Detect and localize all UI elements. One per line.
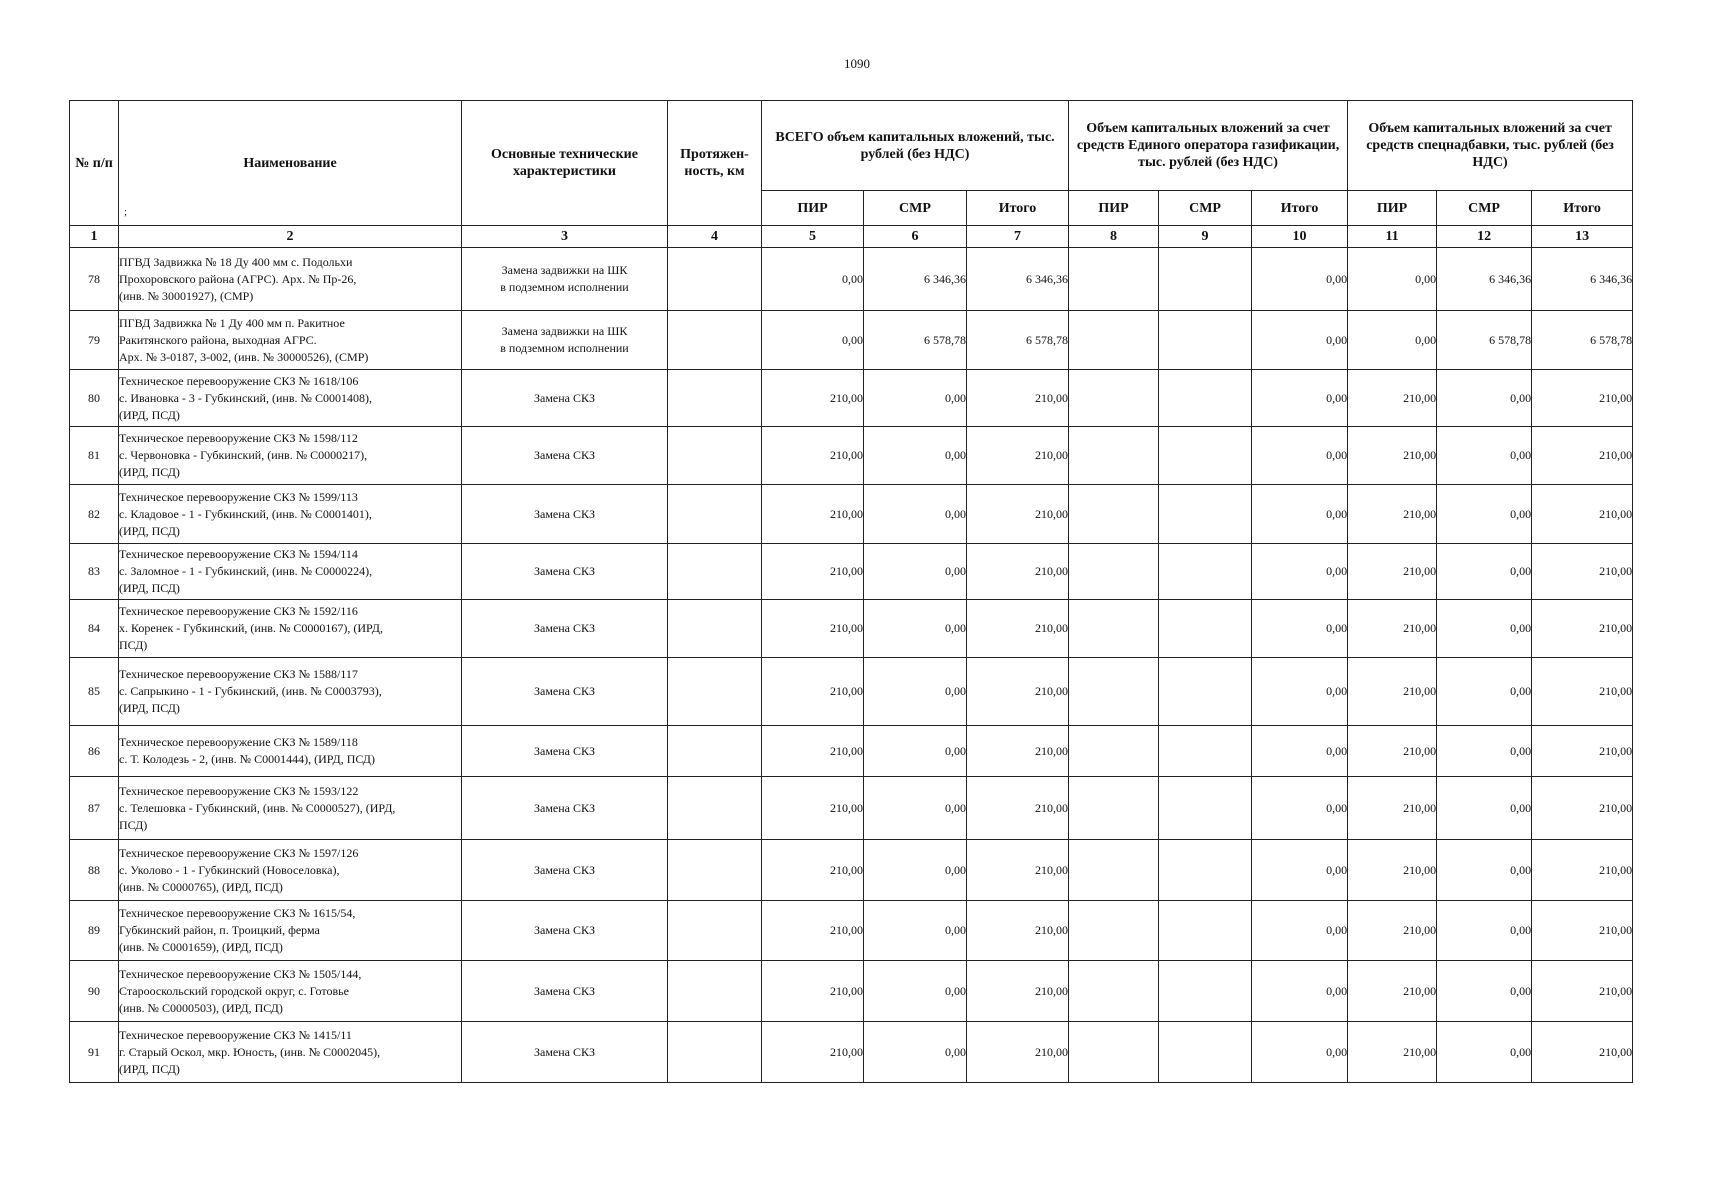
row-name-line: Техническое перевооружение СКЗ № 1597/126 <box>119 845 359 860</box>
special-smr: 0,00 <box>1437 901 1532 961</box>
operator-smr <box>1159 726 1252 777</box>
row-name <box>119 961 462 1022</box>
row-tech <box>462 658 668 726</box>
header-pir: ПИР <box>1069 191 1159 226</box>
table-row <box>70 544 1633 600</box>
total-pir: 210,00 <box>762 840 864 901</box>
row-tech <box>462 370 668 427</box>
row-name-line: Техническое перевооружение СКЗ № 1505/144, <box>119 966 362 981</box>
row-name-line: Губкинский район, п. Троицкий, ферма <box>119 923 320 937</box>
header-smr: СМР <box>1437 191 1532 226</box>
operator-smr <box>1159 901 1252 961</box>
row-number: 78 <box>70 248 119 311</box>
row-number: 82 <box>70 485 119 544</box>
row-length <box>668 248 762 311</box>
special-smr: 0,00 <box>1437 1022 1532 1083</box>
row-tech <box>462 248 668 311</box>
row-number: 81 <box>70 427 119 485</box>
row-tech-line: Замена СКЗ <box>533 564 596 578</box>
column-number: 10 <box>1252 226 1348 248</box>
special-itogo: 6 346,36 <box>1532 248 1633 311</box>
special-smr: 0,00 <box>1437 485 1532 544</box>
row-tech <box>462 485 668 544</box>
row-tech-line: Замена СКЗ <box>533 621 596 635</box>
row-name <box>119 600 462 658</box>
operator-pir <box>1069 1022 1159 1083</box>
row-length <box>668 840 762 901</box>
special-itogo: 210,00 <box>1532 840 1633 901</box>
total-pir: 210,00 <box>762 777 864 840</box>
row-tech <box>462 777 668 840</box>
table-row <box>70 726 1633 777</box>
row-name-line: г. Старый Оскол, мкр. Юность, (инв. № С0002045), <box>119 1044 381 1059</box>
total-smr: 0,00 <box>864 726 967 777</box>
operator-smr <box>1159 311 1252 370</box>
special-pir: 210,00 <box>1348 1022 1437 1083</box>
row-tech <box>462 961 668 1022</box>
row-tech-line: Замена СКЗ <box>533 983 596 998</box>
special-smr: 0,00 <box>1437 370 1532 427</box>
row-name-line: ПСД) <box>119 638 148 652</box>
operator-itogo: 0,00 <box>1252 600 1348 658</box>
row-name-line: ПГВД Задвижка № 18 Ду 400 мм с. Подольхи <box>119 254 353 269</box>
operator-itogo: 0,00 <box>1252 427 1348 485</box>
special-pir: 210,00 <box>1348 658 1437 726</box>
row-number: 83 <box>70 544 119 600</box>
row-name <box>119 248 462 311</box>
row-name <box>119 311 462 370</box>
operator-smr <box>1159 1022 1252 1083</box>
row-name <box>119 777 462 840</box>
row-name <box>119 1022 462 1083</box>
row-tech <box>462 901 668 961</box>
row-name <box>119 427 462 485</box>
special-itogo: 210,00 <box>1532 370 1633 427</box>
total-pir: 210,00 <box>762 901 864 961</box>
row-name-line: Техническое перевооружение СКЗ № 1618/106 <box>119 373 359 388</box>
special-pir: 210,00 <box>1348 600 1437 658</box>
operator-pir <box>1069 370 1159 427</box>
special-pir: 210,00 <box>1348 901 1437 961</box>
table-row <box>70 840 1633 901</box>
row-name-line: Техническое перевооружение СКЗ № 1588/117 <box>119 667 358 681</box>
column-number: 2 <box>119 226 462 248</box>
operator-itogo: 0,00 <box>1252 961 1348 1022</box>
operator-pir <box>1069 901 1159 961</box>
special-smr: 0,00 <box>1437 961 1532 1022</box>
total-pir: 0,00 <box>762 311 864 370</box>
operator-itogo: 0,00 <box>1252 658 1348 726</box>
total-itogo: 210,00 <box>967 901 1069 961</box>
total-pir: 210,00 <box>762 658 864 726</box>
row-number: 90 <box>70 961 119 1022</box>
row-name-line: Техническое перевооружение СКЗ № 1589/118 <box>119 735 358 749</box>
column-number: 1 <box>70 226 119 248</box>
header-smr: СМР <box>1159 191 1252 226</box>
row-name-line: (инв. № С0000765), (ИРД, ПСД) <box>119 879 283 894</box>
operator-pir <box>1069 658 1159 726</box>
operator-smr <box>1159 777 1252 840</box>
row-tech <box>462 726 668 777</box>
total-smr: 6 346,36 <box>864 248 967 311</box>
row-number: 79 <box>70 311 119 370</box>
special-pir: 210,00 <box>1348 777 1437 840</box>
row-name-line: с. Т. Колодезь - 2, (инв. № С0001444), (ИРД, ПСД) <box>119 752 375 766</box>
special-smr: 0,00 <box>1437 658 1532 726</box>
total-pir: 210,00 <box>762 961 864 1022</box>
total-itogo: 210,00 <box>967 1022 1069 1083</box>
operator-smr <box>1159 961 1252 1022</box>
special-itogo: 210,00 <box>1532 1022 1633 1083</box>
row-name-line: (ИРД, ПСД) <box>119 1061 180 1076</box>
row-name <box>119 658 462 726</box>
row-name-line: (инв. № С0000503), (ИРД, ПСД) <box>119 1000 283 1015</box>
operator-pir <box>1069 485 1159 544</box>
row-name-line: (ИРД, ПСД) <box>119 523 180 538</box>
total-smr: 0,00 <box>864 840 967 901</box>
special-itogo: 210,00 <box>1532 726 1633 777</box>
row-name <box>119 370 462 427</box>
total-smr: 0,00 <box>864 901 967 961</box>
row-tech-line: Замена СКЗ <box>533 506 596 521</box>
special-pir: 0,00 <box>1348 248 1437 311</box>
total-smr: 0,00 <box>864 600 967 658</box>
row-name-line: Техническое перевооружение СКЗ № 1598/112 <box>119 431 358 445</box>
row-length <box>668 600 762 658</box>
operator-itogo: 0,00 <box>1252 840 1348 901</box>
row-name-line: с. Телешовка - Губкинский, (инв. № С0000527), (ИРД, <box>119 800 396 815</box>
special-smr: 0,00 <box>1437 600 1532 658</box>
operator-pir <box>1069 311 1159 370</box>
operator-smr <box>1159 840 1252 901</box>
total-itogo: 210,00 <box>967 600 1069 658</box>
row-name-line: (инв. № 30001927), (СМР) <box>119 288 254 303</box>
header-itogo: Итого <box>1532 191 1633 226</box>
row-tech <box>462 840 668 901</box>
column-number: 3 <box>462 226 668 248</box>
operator-pir <box>1069 248 1159 311</box>
row-number: 89 <box>70 901 119 961</box>
row-name-line: (ИРД, ПСД) <box>119 701 180 715</box>
special-smr: 6 346,36 <box>1437 248 1532 311</box>
row-number: 85 <box>70 658 119 726</box>
row-length <box>668 777 762 840</box>
row-tech-line: Замена СКЗ <box>533 800 596 815</box>
row-name-line: х. Коренек - Губкинский, (инв. № С0000167), (ИРД, <box>119 621 383 635</box>
operator-smr <box>1159 248 1252 311</box>
column-number: 9 <box>1159 226 1252 248</box>
total-smr: 0,00 <box>864 427 967 485</box>
operator-pir <box>1069 961 1159 1022</box>
header-tech: Основные технические характеристики <box>462 101 668 226</box>
row-name-line: Техническое перевооружение СКЗ № 1592/116 <box>119 604 358 618</box>
special-itogo: 210,00 <box>1532 544 1633 600</box>
row-length <box>668 901 762 961</box>
row-name-line: с. Червоновка - Губкинский, (инв. № С0000217), <box>119 448 368 462</box>
total-pir: 210,00 <box>762 370 864 427</box>
total-itogo: 210,00 <box>967 961 1069 1022</box>
row-length <box>668 370 762 427</box>
row-tech-line: Замена задвижки на ШК <box>501 263 628 277</box>
table-row <box>70 370 1633 427</box>
operator-itogo: 0,00 <box>1252 1022 1348 1083</box>
row-number: 88 <box>70 840 119 901</box>
table-row <box>70 658 1633 726</box>
row-tech-line: Замена СКЗ <box>533 743 596 758</box>
row-name-line: (ИРД, ПСД) <box>119 465 180 479</box>
total-smr: 0,00 <box>864 485 967 544</box>
operator-smr <box>1159 600 1252 658</box>
special-smr: 0,00 <box>1437 544 1532 600</box>
total-smr: 0,00 <box>864 777 967 840</box>
total-pir: 210,00 <box>762 485 864 544</box>
row-tech-line: Замена СКЗ <box>533 684 596 698</box>
row-name-line: Ракитянского района, выходная АГРС. <box>119 332 317 347</box>
total-itogo: 210,00 <box>967 485 1069 544</box>
special-itogo: 210,00 <box>1532 427 1633 485</box>
row-number: 87 <box>70 777 119 840</box>
header-itogo: Итого <box>967 191 1069 226</box>
total-smr: 0,00 <box>864 1022 967 1083</box>
operator-itogo: 0,00 <box>1252 485 1348 544</box>
special-itogo: 210,00 <box>1532 901 1633 961</box>
row-length <box>668 485 762 544</box>
row-name-line: Арх. № 3-0187, 3-002, (инв. № 30000526), (СМР) <box>119 349 369 364</box>
special-itogo: 6 578,78 <box>1532 311 1633 370</box>
row-tech-line: Замена СКЗ <box>533 862 596 877</box>
operator-pir <box>1069 600 1159 658</box>
row-length <box>668 544 762 600</box>
total-itogo: 210,00 <box>967 370 1069 427</box>
operator-itogo: 0,00 <box>1252 370 1348 427</box>
operator-smr <box>1159 370 1252 427</box>
table-row <box>70 1022 1633 1083</box>
operator-pir <box>1069 427 1159 485</box>
special-smr: 0,00 <box>1437 726 1532 777</box>
row-name-line: Техническое перевооружение СКЗ № 1615/54, <box>119 906 356 920</box>
total-pir: 0,00 <box>762 248 864 311</box>
row-tech <box>462 1022 668 1083</box>
column-number: 8 <box>1069 226 1159 248</box>
table-row <box>70 600 1633 658</box>
column-number-row <box>70 226 1633 248</box>
header-special: Объем капитальных вложений за счет средств спецнадбавки, тыс. рублей (без НДС) <box>1348 101 1633 191</box>
page-number: 1090 <box>844 56 870 71</box>
special-itogo: 210,00 <box>1532 658 1633 726</box>
total-itogo: 210,00 <box>967 658 1069 726</box>
row-tech-line: Замена СКЗ <box>533 390 596 405</box>
total-itogo: 210,00 <box>967 726 1069 777</box>
row-name <box>119 726 462 777</box>
header-total: ВСЕГО объем капитальных вложений, тыс. рублей (без НДС) <box>762 101 1069 191</box>
row-name-line: Техническое перевооружение СКЗ № 1415/11 <box>119 1027 352 1042</box>
header-smr: СМР <box>864 191 967 226</box>
column-number: 5 <box>762 226 864 248</box>
operator-smr <box>1159 427 1252 485</box>
row-name-line: ПГВД Задвижка № 1 Ду 400 мм п. Ракитное <box>119 315 345 330</box>
row-name-line: с. Уколово - 1 - Губкинский (Новоселовка), <box>119 862 340 877</box>
column-number: 11 <box>1348 226 1437 248</box>
row-name-line: (ИРД, ПСД) <box>119 407 180 422</box>
total-pir: 210,00 <box>762 600 864 658</box>
total-smr: 0,00 <box>864 961 967 1022</box>
special-smr: 0,00 <box>1437 840 1532 901</box>
table-row <box>70 427 1633 485</box>
operator-itogo: 0,00 <box>1252 311 1348 370</box>
special-itogo: 210,00 <box>1532 600 1633 658</box>
row-name <box>119 840 462 901</box>
special-pir: 210,00 <box>1348 370 1437 427</box>
table-row <box>70 961 1633 1022</box>
operator-pir <box>1069 544 1159 600</box>
operator-itogo: 0,00 <box>1252 901 1348 961</box>
table-row <box>70 311 1633 370</box>
row-tech-line: Замена задвижки на ШК <box>501 324 628 338</box>
row-length <box>668 1022 762 1083</box>
row-tech <box>462 311 668 370</box>
column-number: 13 <box>1532 226 1633 248</box>
row-name <box>119 901 462 961</box>
total-itogo: 210,00 <box>967 544 1069 600</box>
row-name-line: (инв. № С0001659), (ИРД, ПСД) <box>119 940 283 954</box>
operator-smr <box>1159 485 1252 544</box>
row-tech-line: в подземном исполнении <box>500 280 629 294</box>
total-itogo: 210,00 <box>967 427 1069 485</box>
header-no: № п/п <box>70 101 119 226</box>
row-name-line: с. Сапрыкино - 1 - Губкинский, (инв. № С0003793), <box>119 684 382 698</box>
row-tech-line: Замена СКЗ <box>533 1044 596 1059</box>
row-tech <box>462 544 668 600</box>
special-itogo: 210,00 <box>1532 961 1633 1022</box>
row-name-line: с. Заломное - 1 - Губкинский, (инв. № С0000224), <box>119 564 373 578</box>
row-number: 86 <box>70 726 119 777</box>
row-name-line: с. Кладовое - 1 - Губкинский, (инв. № С0001401), <box>119 506 372 521</box>
special-pir: 210,00 <box>1348 961 1437 1022</box>
row-name-line: Техническое перевооружение СКЗ № 1593/122 <box>119 783 359 798</box>
table-row <box>70 485 1633 544</box>
total-pir: 210,00 <box>762 427 864 485</box>
column-number: 12 <box>1437 226 1532 248</box>
operator-smr <box>1159 658 1252 726</box>
special-pir: 210,00 <box>1348 726 1437 777</box>
total-itogo: 210,00 <box>967 840 1069 901</box>
header-length: Протяжен-ность, км <box>668 101 762 226</box>
total-smr: 0,00 <box>864 658 967 726</box>
special-itogo: 210,00 <box>1532 485 1633 544</box>
operator-itogo: 0,00 <box>1252 248 1348 311</box>
row-length <box>668 427 762 485</box>
total-pir: 210,00 <box>762 544 864 600</box>
total-pir: 210,00 <box>762 1022 864 1083</box>
row-name <box>119 544 462 600</box>
special-smr: 6 578,78 <box>1437 311 1532 370</box>
special-pir: 210,00 <box>1348 544 1437 600</box>
total-smr: 0,00 <box>864 544 967 600</box>
row-length <box>668 658 762 726</box>
row-tech <box>462 427 668 485</box>
row-tech-line: Замена СКЗ <box>533 448 596 462</box>
header-operator: Объем капитальных вложений за счет средств Единого оператора газификации, тыс. рублей (без НДС) <box>1069 101 1348 191</box>
special-itogo: 210,00 <box>1532 777 1633 840</box>
table-body <box>70 248 1633 1083</box>
special-pir: 0,00 <box>1348 311 1437 370</box>
operator-smr <box>1159 544 1252 600</box>
total-smr: 0,00 <box>864 370 967 427</box>
operator-itogo: 0,00 <box>1252 544 1348 600</box>
special-smr: 0,00 <box>1437 777 1532 840</box>
table-row <box>70 248 1633 311</box>
row-number: 91 <box>70 1022 119 1083</box>
total-smr: 6 578,78 <box>864 311 967 370</box>
special-pir: 210,00 <box>1348 427 1437 485</box>
row-length <box>668 726 762 777</box>
row-name-line: (ИРД, ПСД) <box>119 581 180 595</box>
row-tech-line: Замена СКЗ <box>533 923 596 937</box>
header-pir: ПИР <box>1348 191 1437 226</box>
special-pir: 210,00 <box>1348 840 1437 901</box>
total-pir: 210,00 <box>762 726 864 777</box>
column-number: 7 <box>967 226 1069 248</box>
header-name-mark: ; <box>124 206 128 218</box>
operator-itogo: 0,00 <box>1252 777 1348 840</box>
row-name <box>119 485 462 544</box>
header-name: Наименование ; <box>119 101 462 226</box>
operator-pir <box>1069 726 1159 777</box>
column-number: 4 <box>668 226 762 248</box>
capital-investment-table <box>69 100 1633 1083</box>
total-itogo: 6 346,36 <box>967 248 1069 311</box>
table-row <box>70 901 1633 961</box>
row-length <box>668 311 762 370</box>
total-itogo: 6 578,78 <box>967 311 1069 370</box>
table-row <box>70 777 1633 840</box>
header-pir: ПИР <box>762 191 864 226</box>
row-tech-line: в подземном исполнении <box>500 341 629 355</box>
row-name-line: Техническое перевооружение СКЗ № 1599/113 <box>119 489 358 504</box>
row-name-line: ПСД) <box>119 817 148 832</box>
row-tech <box>462 600 668 658</box>
special-smr: 0,00 <box>1437 427 1532 485</box>
operator-pir <box>1069 840 1159 901</box>
operator-pir <box>1069 777 1159 840</box>
row-length <box>668 961 762 1022</box>
header-itogo: Итого <box>1252 191 1348 226</box>
row-name-line: Прохоровского района (АГРС). Арх. № Пр-26, <box>119 271 357 286</box>
column-number: 6 <box>864 226 967 248</box>
operator-itogo: 0,00 <box>1252 726 1348 777</box>
special-pir: 210,00 <box>1348 485 1437 544</box>
row-name-line: Техническое перевооружение СКЗ № 1594/114 <box>119 547 358 561</box>
row-name-line: с. Ивановка - 3 - Губкинский, (инв. № С0001408), <box>119 390 372 405</box>
row-name-line: Старооскольский городской округ, с. Готовье <box>119 983 349 998</box>
row-number: 80 <box>70 370 119 427</box>
row-number: 84 <box>70 600 119 658</box>
total-itogo: 210,00 <box>967 777 1069 840</box>
